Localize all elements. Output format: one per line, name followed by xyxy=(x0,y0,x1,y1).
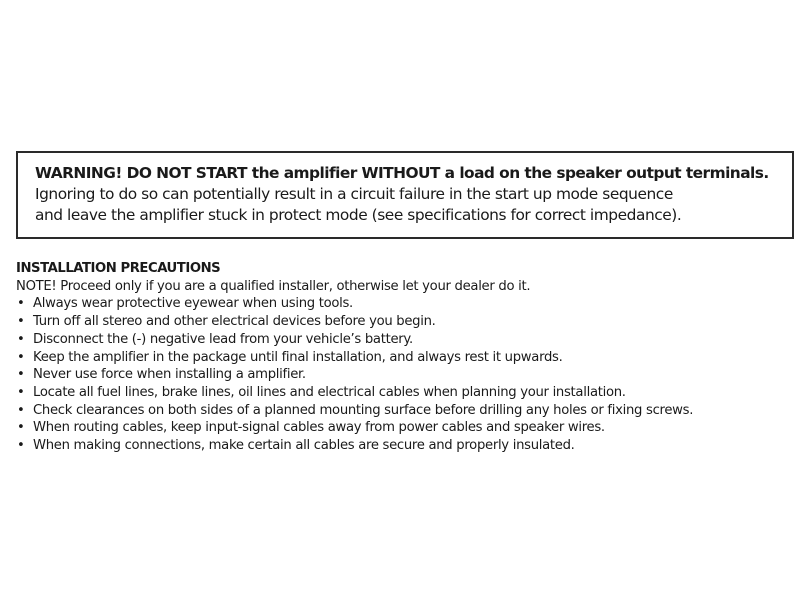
bullet-icon: • xyxy=(17,438,25,454)
list-item xyxy=(16,313,806,331)
installation-precautions-section xyxy=(16,260,806,455)
list-item xyxy=(16,419,806,437)
list-item-text: Locate all fuel lines, brake lines, oil lines and electrical cables when planning your installation. xyxy=(33,384,626,400)
bullet-icon: • xyxy=(17,349,25,365)
list-item-text: Check clearances on both sides of a planned mounting surface before drilling any holes or fixing screws. xyxy=(33,402,694,418)
bullet-icon: • xyxy=(17,331,25,347)
bullet-icon: • xyxy=(17,384,25,400)
bullet-icon: • xyxy=(17,420,25,436)
warning-text-line-2: Ignoring to do so can potentially result in a circuit failure in the start up mode sequence xyxy=(35,185,673,203)
list-item xyxy=(16,437,806,455)
list-item xyxy=(16,349,806,367)
list-item xyxy=(16,366,806,384)
list-item-text: Keep the amplifier in the package until final installation, and always rest it upwards. xyxy=(33,349,563,365)
warning-box xyxy=(16,151,794,239)
bullet-icon: • xyxy=(17,402,25,418)
precautions-list xyxy=(16,295,806,454)
list-item xyxy=(16,295,806,313)
list-item-text: Disconnect the (-) negative lead from your vehicle’s battery. xyxy=(33,331,413,347)
list-item-text: Always wear protective eyewear when using tools. xyxy=(33,296,353,312)
bullet-icon: • xyxy=(17,296,25,312)
warning-headline: WARNING! DO NOT START the amplifier WITHOUT a load on the speaker output terminals. xyxy=(35,164,769,182)
bullet-icon: • xyxy=(17,314,25,330)
list-item-text: Turn off all stereo and other electrical devices before you begin. xyxy=(33,314,436,330)
installation-precautions-heading: INSTALLATION PRECAUTIONS xyxy=(16,261,221,276)
bullet-icon: • xyxy=(17,367,25,383)
installation-note: NOTE! Proceed only if you are a qualified installer, otherwise let your dealer do it. xyxy=(16,278,531,294)
warning-text-line-3: and leave the amplifier stuck in protect mode (see specifications for correct impedance). xyxy=(35,206,682,224)
list-item-text: When making connections, make certain all cables are secure and properly insulated. xyxy=(33,438,575,454)
list-item-text: When routing cables, keep input-signal cables away from power cables and speaker wires. xyxy=(33,420,605,436)
list-item-text: Never use force when installing a amplifier. xyxy=(33,367,306,383)
list-item xyxy=(16,384,806,402)
list-item xyxy=(16,402,806,420)
list-item xyxy=(16,331,806,349)
